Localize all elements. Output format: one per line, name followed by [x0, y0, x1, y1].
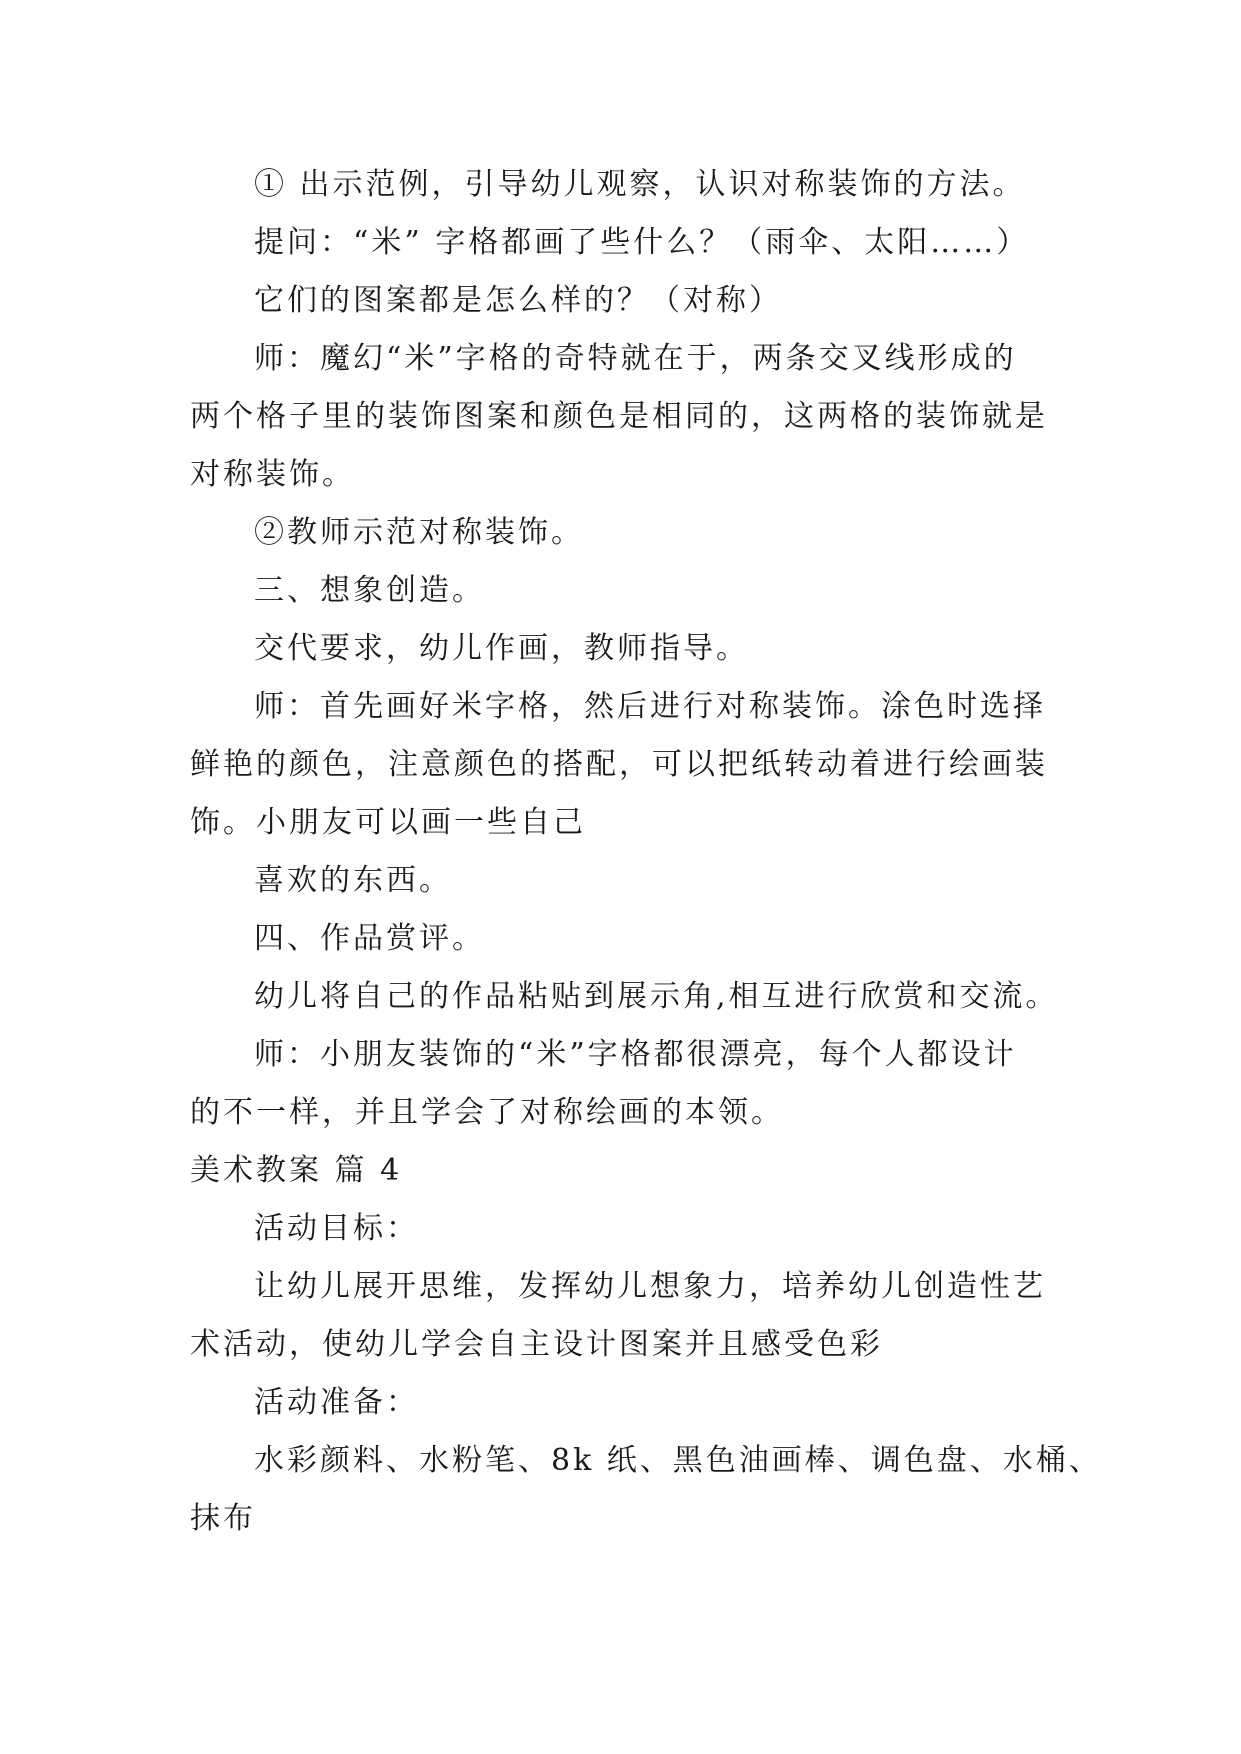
text-line: 对称装饰。	[190, 457, 355, 492]
text-line: 交代要求，幼儿作画，教师指导。	[254, 631, 749, 666]
text-line: ① 出示范例，引导幼儿观察，认识对称装饰的方法。	[254, 167, 1026, 202]
text-line: 提问：“米” 字格都画了些什么？（雨伞、太阳……）	[254, 225, 1030, 260]
text-line: 幼儿将自己的作品粘贴到展示角,相互进行欣赏和交流。	[254, 979, 1059, 1014]
text-line: 的不一样，并且学会了对称绘画的本领。	[190, 1095, 784, 1130]
text-line: 让幼儿展开思维，发挥幼儿想象力，培养幼儿创造性艺	[254, 1269, 1046, 1304]
text-line: ②教师示范对称装饰。	[254, 515, 584, 550]
text-line: 师：首先画好米字格，然后进行对称装饰。涂色时选择	[254, 689, 1046, 724]
text-line: 术活动，使幼儿学会自主设计图案并且感受色彩	[190, 1327, 883, 1362]
text-line: 它们的图案都是怎么样的？（对称）	[254, 283, 782, 318]
text-line: 四、作品赏评。	[254, 921, 485, 956]
text-line: 鲜艳的颜色，注意颜色的搭配，可以把纸转动着进行绘画装	[190, 747, 1048, 782]
section-heading: 美术教案 篇 4	[190, 1153, 403, 1188]
text-line: 抹布	[190, 1501, 256, 1536]
text-line: 三、想象创造。	[254, 573, 485, 608]
text-line: 喜欢的东西。	[254, 863, 452, 898]
text-line: 师：小朋友装饰的“米”字格都很漂亮，每个人都设计	[254, 1037, 1017, 1072]
text-line: 师：魔幻“米”字格的奇特就在于，两条交叉线形成的	[254, 341, 1017, 376]
document-body	[190, 156, 1102, 1548]
text-line: 活动目标：	[254, 1211, 419, 1246]
text-line: 饰。小朋友可以画一些自己	[190, 805, 586, 840]
text-line: 水彩颜料、水粉笔、8k 纸、黑色油画棒、调色盘、水桶、	[254, 1443, 1102, 1478]
text-line: 活动准备：	[254, 1385, 419, 1420]
text-line: 两个格子里的装饰图案和颜色是相同的，这两格的装饰就是	[190, 399, 1048, 434]
